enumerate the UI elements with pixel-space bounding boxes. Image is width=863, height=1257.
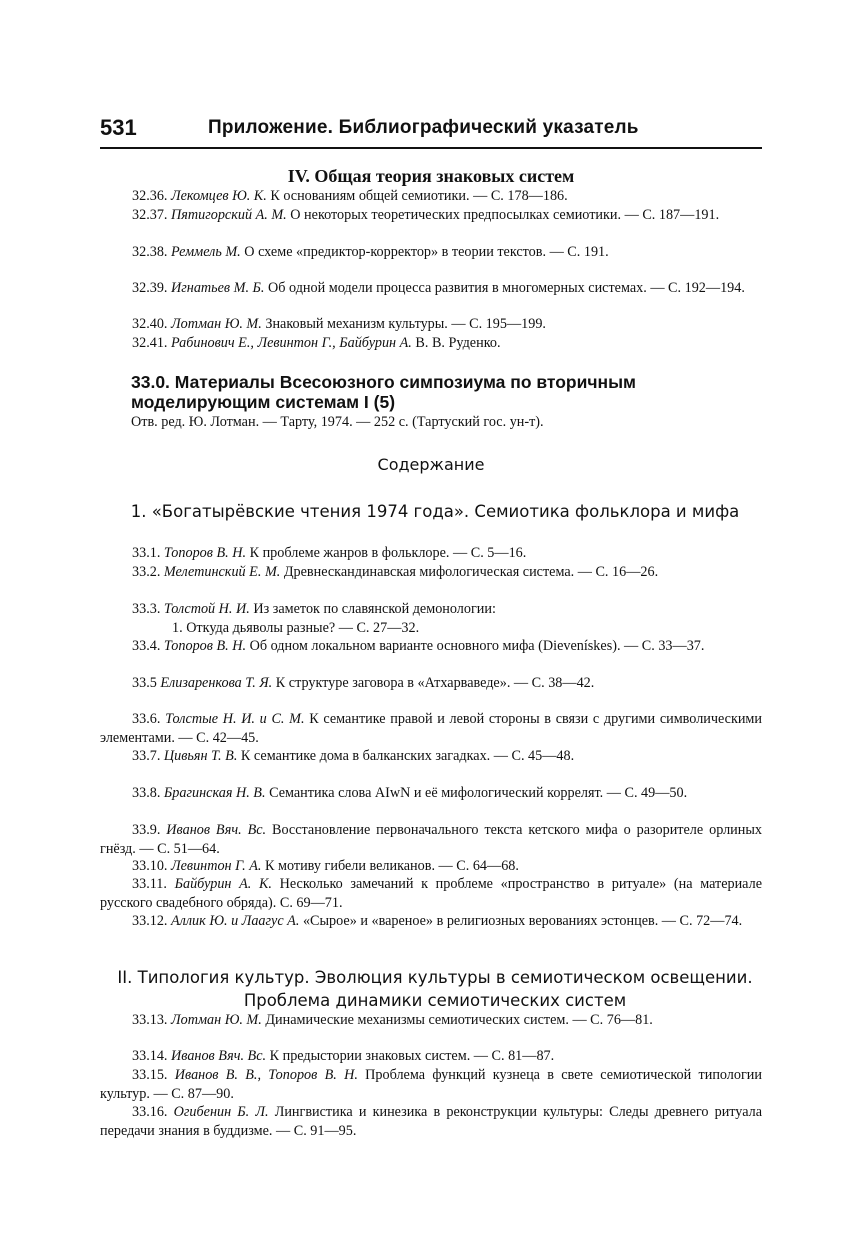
bib-entry bbox=[100, 784, 762, 803]
entry-number: 32.38. bbox=[132, 244, 172, 260]
volume-imprint: Отв. ред. Ю. Лотман. — Тарту, 1974. — 252 с. (Тартуский гос. ун-т). bbox=[131, 414, 544, 430]
bib-entry bbox=[100, 1103, 762, 1140]
entry-author: Топоров В. Н. bbox=[163, 545, 247, 561]
entry-number: 33.7. bbox=[132, 748, 164, 764]
entry-text: Проблема функций кузнеца в свете семиотической типологии культур. — С. 87—90. bbox=[100, 1067, 762, 1102]
entry-text: К семантике правой и левой стороны в связи с другими символическими элементами. — С. 42—45. bbox=[100, 711, 763, 746]
entry-author: Огибенин Б. Л. bbox=[173, 1104, 269, 1120]
entry-number: 32.40. bbox=[132, 316, 172, 332]
entry-text: Восстановление первоначального текста кетского мифа о разорителе орлиных гнёзд. — С. 51—64. bbox=[100, 822, 762, 857]
volume-title: 33.0. Материалы Всесоюзного симпозиума по вторичным моделирующим системам I (5) bbox=[131, 372, 637, 412]
entry-text: «Сырое» и «вареное» в религиозных верованиях эстонцев. — С. 72—74. bbox=[299, 913, 743, 929]
entry-number: 33.2. bbox=[132, 564, 164, 580]
bib-entry bbox=[100, 187, 762, 206]
entry-author: Аллик Ю. и Лаагус А. bbox=[171, 913, 300, 929]
bib-entry bbox=[100, 821, 762, 858]
entry-text: О схеме «предиктор-корректор» в теории текстов. — С. 191. bbox=[240, 244, 609, 260]
bib-entry bbox=[100, 875, 762, 912]
bib-entry bbox=[100, 637, 762, 656]
bib-entry bbox=[100, 674, 762, 693]
bib-entry bbox=[100, 1066, 762, 1103]
entry-number: 32.37. bbox=[132, 207, 172, 223]
entry-number: 32.41. bbox=[132, 335, 172, 351]
bib-entry bbox=[100, 315, 762, 334]
bib-entry bbox=[100, 243, 762, 262]
entry-author: Толстые Н. И. и С. М. bbox=[165, 711, 305, 727]
entry-author: Лотман Ю. М. bbox=[171, 1012, 262, 1028]
entry-author: Байбурин А. К. bbox=[174, 876, 272, 892]
bib-entry bbox=[100, 710, 762, 747]
bib-entry bbox=[100, 334, 762, 353]
entry-number: 33.12. bbox=[132, 913, 172, 929]
page-header bbox=[100, 115, 762, 149]
entry-text: Из заметок по славянской демонологии: bbox=[249, 601, 496, 617]
entry-number: 33.3. bbox=[132, 601, 164, 617]
entry-text: Динамические механизмы семиотических систем. — С. 76—81. bbox=[261, 1012, 653, 1028]
bib-entry bbox=[100, 544, 762, 563]
entry-number: 33.10. bbox=[132, 858, 172, 874]
entry-number: 33.16. bbox=[132, 1104, 174, 1120]
entry-text: Об одном локальном варианте основного мифа (Dievenískes). — С. 33—37. bbox=[246, 638, 705, 654]
entry-number: 33.11. bbox=[132, 876, 175, 892]
entry-author: Топоров В. Н. bbox=[163, 638, 247, 654]
entry-text: Семантика слова AIwN и её мифологический коррелят. — С. 49—50. bbox=[265, 785, 688, 801]
entry-number: 33.13. bbox=[132, 1012, 172, 1028]
entry-number: 33.1. bbox=[132, 545, 164, 561]
bib-entry bbox=[100, 619, 762, 638]
entry-number: 33.14. bbox=[132, 1048, 172, 1064]
bib-entry bbox=[100, 206, 762, 225]
entry-author: Иванов Вяч. Вс. bbox=[166, 822, 267, 838]
entry-author: Рабинович Е., Левинтон Г., Байбурин А. bbox=[171, 335, 412, 351]
entry-author: Елизаренкова Т. Я. bbox=[160, 675, 273, 691]
entry-author: Реммель М. bbox=[171, 244, 241, 260]
entry-author: Левинтон Г. А. bbox=[171, 858, 262, 874]
section-iv-heading: IV. Общая теория знаковых систем bbox=[287, 166, 575, 186]
entry-number: 33.9. bbox=[132, 822, 167, 838]
entry-author: Пятигорский А. М. bbox=[171, 207, 287, 223]
bib-entry bbox=[100, 600, 762, 619]
entry-text: 1. Откуда дьяволы разные? — С. 27—32. bbox=[172, 620, 420, 636]
entry-number: 33.8. bbox=[132, 785, 164, 801]
entry-text: Несколько замечаний к проблеме «пространство в ритуале» (на материале русского свадебного обряда). С. 69—71. bbox=[100, 876, 762, 911]
entry-author: Иванов Вяч. Вс. bbox=[171, 1048, 267, 1064]
bib-entry bbox=[100, 563, 762, 582]
entry-text: О некоторых теоретических предпосылках семиотики. — С. 187—191. bbox=[286, 207, 720, 223]
entry-text: К проблеме жанров в фольклоре. — С. 5—16. bbox=[246, 545, 527, 561]
bib-entry bbox=[100, 279, 762, 298]
entry-author: Цивьян Т. В. bbox=[163, 748, 238, 764]
entry-number: 33.5 bbox=[132, 675, 161, 691]
entry-number: 33.6. bbox=[132, 711, 166, 727]
entry-number: 33.15. bbox=[132, 1067, 175, 1083]
entry-text: Древнескандинавская мифологическая система. — С. 16—26. bbox=[280, 564, 659, 580]
bib-entry bbox=[100, 747, 762, 766]
entry-text: Об одной модели процесса развития в многомерных системах. — С. 192—194. bbox=[264, 280, 745, 296]
running-title: Приложение. Библиографический указатель bbox=[208, 117, 639, 138]
entry-author: Брагинская Н. В. bbox=[163, 785, 266, 801]
entry-text: В. В. Руденко. bbox=[411, 335, 501, 351]
page-number: 531 bbox=[100, 115, 137, 140]
bib-entry bbox=[100, 1011, 762, 1030]
bib-entry bbox=[100, 912, 762, 931]
entry-author: Иванов В. В., Топоров В. Н. bbox=[174, 1067, 358, 1083]
entry-number: 33.4. bbox=[132, 638, 164, 654]
entry-text: Лингвистика и кинезика в реконструкции культуры: Следы древнего ритуала передачи знания в буддизме. — С. 91—95. bbox=[100, 1104, 763, 1139]
section-1-heading: 1. «Богатырёвские чтения 1974 года». Семиотика фольклора и мифа bbox=[130, 502, 740, 521]
entry-author: Лекомцев Ю. К. bbox=[171, 188, 267, 204]
entry-author: Толстой Н. И. bbox=[163, 601, 250, 617]
entry-text: Знаковый механизм культуры. — С. 195—199. bbox=[261, 316, 546, 332]
entry-text: К предыстории знаковых систем. — С. 81—87. bbox=[266, 1048, 555, 1064]
section-2-heading: II. Типология культур. Эволюция культуры в семиотическом освещении. Проблема динамики семиотических систем bbox=[117, 968, 753, 1010]
entry-author: Мелетинский Е. М. bbox=[163, 564, 281, 580]
entry-text: К основаниям общей семиотики. — С. 178—186. bbox=[266, 188, 568, 204]
entry-text: К структуре заговора в «Атхарваведе». — С. 38—42. bbox=[272, 675, 595, 691]
entry-text: К семантике дома в балканских загадках. — С. 45—48. bbox=[237, 748, 575, 764]
entry-text: К мотиву гибели великанов. — С. 64—68. bbox=[261, 858, 519, 874]
entry-number: 32.36. bbox=[132, 188, 172, 204]
bib-entry bbox=[100, 857, 762, 876]
contents-label: Содержание bbox=[377, 455, 485, 474]
entry-author: Лотман Ю. М. bbox=[171, 316, 262, 332]
bib-entry bbox=[100, 1047, 762, 1066]
entry-author: Игнатьев М. Б. bbox=[171, 280, 265, 296]
entry-number: 32.39. bbox=[132, 280, 172, 296]
